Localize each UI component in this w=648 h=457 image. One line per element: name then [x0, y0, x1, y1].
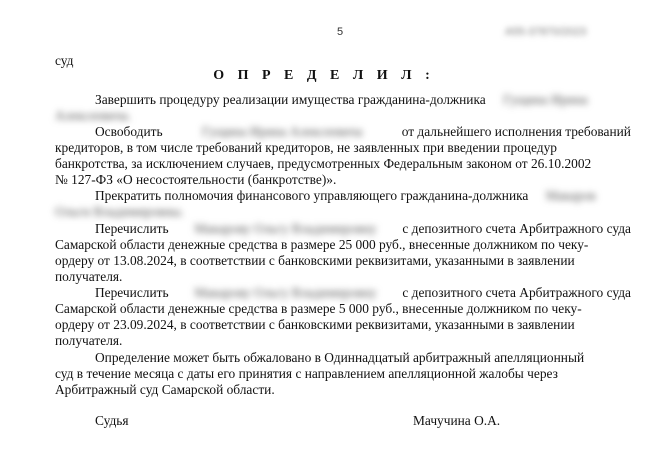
paragraph-text: Завершить процедуру реализации имущества гражданина-должника: [95, 92, 486, 107]
redacted-name: Ольги Владимировны.: [55, 204, 184, 219]
redacted-name: Гущина Ирина Алексеевича: [201, 124, 363, 139]
paragraph-line: Определение может быть обжаловано в Одиннадцатый арбитражный апелляционный: [95, 350, 585, 365]
page-title: О П Р Е Д Е Л И Л :: [213, 68, 435, 83]
paragraph-line: Самарской области денежные средства в размере 5 000 руб., внесенные должником по чеку-: [55, 301, 582, 316]
paragraph-text: с депозитного счета Арбитражного суда: [402, 285, 631, 300]
paragraph-line: банкротства, за исключением случаев, предусмотренных Федеральным законом от 26.10.2002: [55, 156, 592, 171]
paragraph-line: получателя.: [55, 333, 123, 348]
redacted-name: Алексеевича.: [55, 108, 131, 123]
paragraph-text: Перечислить: [95, 285, 169, 300]
paragraph-text: Освободить: [95, 124, 163, 139]
paragraph-text: от дальнейшего исполнения требований: [401, 124, 631, 139]
paragraph-line: ордеру от 13.08.2024, в соответствии с банковскими реквизитами, указанными в заявлении: [55, 253, 575, 268]
case-number-redacted: А55-37870/2023: [505, 26, 587, 38]
signature-name: Мачучина О.А.: [413, 413, 501, 428]
paragraph-line: № 127-ФЗ «О несостоятельности (банкротстве)».: [55, 172, 337, 187]
redacted-name: Макарову Ольгу Владимировну: [194, 221, 377, 236]
paragraph-line: Арбитражный суд Самарской области.: [55, 382, 275, 397]
paragraph-line: Самарской области денежные средства в размере 25 000 руб., внесенные должником по чеку-: [55, 237, 589, 252]
redacted-name: Макаров: [545, 188, 596, 203]
paragraph-line: получателя.: [55, 269, 123, 284]
paragraph-line: суд в течение месяца с даты его принятия с направлением апелляционной жалобы через: [55, 366, 558, 381]
paragraph-text: с депозитного счета Арбитражного суда: [402, 221, 631, 236]
redacted-name: Макарову Ольгу Владимировну: [194, 285, 377, 300]
signature-role: Судья: [95, 413, 129, 428]
lead-word: суд: [55, 53, 74, 68]
page-number: 5: [337, 26, 344, 38]
paragraph-text: Перечислить: [95, 221, 169, 236]
redacted-name: Гущина Ирина: [503, 92, 588, 107]
paragraph-line: кредиторов, в том числе требований кредиторов, не заявленных при введении процедур: [55, 140, 557, 155]
paragraph-text: Прекратить полномочия финансового управляющего гражданина-должника: [95, 188, 529, 203]
paragraph-line: ордеру от 23.09.2024, в соответствии с банковскими реквизитами, указанными в заявлении: [55, 317, 575, 332]
